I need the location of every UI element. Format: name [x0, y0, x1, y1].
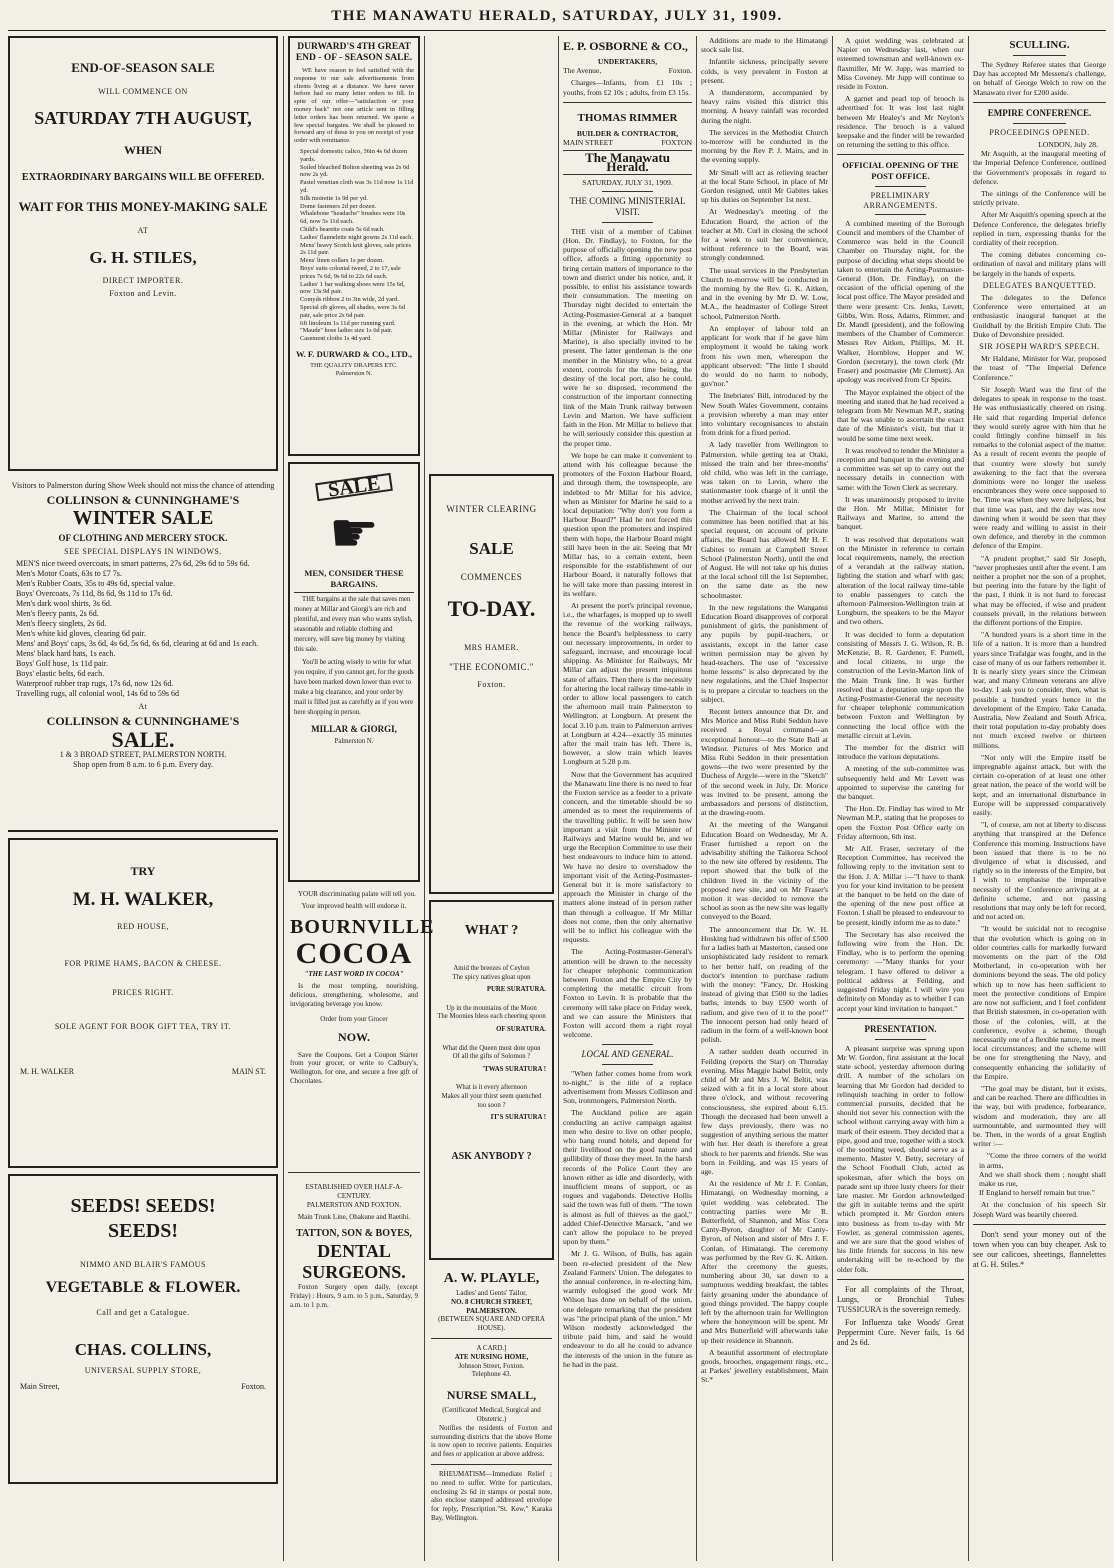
article-paragraph: "A hundred years is a short time in the life of a nation. It is more than a hundred years since Trafalgar was fought, and in the case of many of us our fathers remember it. It is nearly sixty years since the Crimean war, and many Crimean veterans are alive to-day. I ask you to consider, then, what is possible a hundred years hence in the development of the Empire. Take Canada, Australia, New Zealand and South Africa, their total population to-day probably does not much exceed twelve or thirteen millions. [973, 630, 1106, 750]
cocoa-brand-2: COCOA [295, 936, 413, 970]
divider [837, 154, 964, 155]
walker-prime: FOR PRIME HAMS, BACON & CHEESE. [64, 959, 222, 969]
list-item: Silk moirette 1s 9d per yd. [300, 194, 368, 202]
article-paragraph: "I, of course, am not at liberty to discuss anything that transpired at the Defence Conference this morning. Instructions have been issued that there is to be no divulgence of what is discussed, and rightly so in the interests of the Empire, but I wish to emphasise the imperative necessity of the Conference arriving at a definite scheme, and not passing resolutions that may only be left for record, and not acted on. [973, 820, 1106, 922]
cocoa-health: Your improved health will endorse it. [301, 901, 407, 910]
article-paragraph: "Not only will the Empire itself be impregnable against attack, but with the certain co-operation of at least one other great nation, the peace of the world will be kept, and an international disturbance in Europe will be suppressed comparatively easily. [973, 752, 1106, 818]
nursing-name: ATE NURSING HOME, [454, 1352, 529, 1361]
stiles-line: WHEN [123, 143, 162, 158]
collinson-at: At [138, 702, 148, 712]
list-item: "Maude" hose ladies size 1s 6d pair. [300, 327, 393, 335]
walker-name: M. H. WALKER, [72, 889, 214, 910]
divider [875, 1039, 926, 1040]
pointing-hand-icon: ☛ [328, 503, 380, 565]
visit-heading: THE COMING MINISTERIAL VISIT. [569, 195, 686, 217]
article-paragraph: A beautiful assortment of electroplate goods, brooches, engagement rings, etc., at Parkes' jewellery establishment, Main St.* [701, 1347, 828, 1385]
article-paragraph: The Mayor explained the object of the meeting and stated that he had received a telegram from Mr Newman M.P., stating that he was unable to ascertain the exact date of the Minister's visit, but that it would be some time next week. [837, 387, 964, 443]
article-paragraph: A rather sudden death occurred in Feilding (reports the Star) on Thursday evening. Miss Maggie Isabel Beltit, only child of Mr and Mrs J. W. Beltit, was seized with a fit in a local store about three o'clock, and without recovering consciousness, she expired about 6.15. Though the deceased had been unwell a few days previously, there was no suggestion of anything serious the matter with her. Her death is therefore a great shock to her parents and friends. She was born in Feilding, and was 15 years of age. [701, 1047, 828, 1176]
advert-notice: For all complaints of the Throat, Lungs, or Bronchial Tubes TUSSICURA is the sovereign remedy. [837, 1284, 964, 1314]
article-paragraph: The coming debates concerning co-ordination of naval and military plans will be largely in the hands of experts. [973, 250, 1106, 278]
list-item: MEN'S nice tweed overcoats, in smart patterns, 27s 6d, 29s 6d to 59s 6d. [16, 559, 250, 569]
masthead: THE MANAWATU HERALD, SATURDAY, JULY 31, 1909. [331, 8, 783, 24]
column-divider [696, 36, 697, 1561]
article-paragraph: At the residence of Mr J. F. Conlan, Himatangi, on Wednesday morning, a quiet wedding was celebrated. The contracting parties were Mr R. Butterfield, of Shannon, and Miss Cora Canty-Byron, daughter of Mr Canty-Byron, of Nelson and sister of Mrs J. F. Conlan, of Himatangi. The ceremony was performed by the Rev G. K. Aitken. After the ceremony the guests, numbering about 30, sat down to a sumptuous wedding breakfast, the tables fairly groaning under the abundance of good things provided. The happy couple left by the afternoon train for Wellington where the honeymoon will be spent. Mr and Mrs Butterfield will afterwards take up their residence in Shannon. [701, 1179, 828, 1345]
durward-intro: WE have reason to feel satisfied with the response to our sale advertisements from clients living at a distance. We have never before had so many letter orders to fill. In spite of our offer—"satisfaction or your money back" not one article sent in filling letter orders has been returned. We quote a few special bargains. We shall be pleased to forward any of these to you on receipt of your order with remittance. [294, 67, 414, 145]
column-2 [288, 36, 435, 1561]
presentation-heading: PRESENTATION. [864, 1023, 937, 1034]
stiles-line: SATURDAY 7TH AUGUST, [34, 108, 252, 129]
rimmer-address-left: MAIN STREET [563, 138, 613, 148]
seeds-line: NIMMO AND BLAIR'S FAMOUS [80, 1260, 206, 1269]
article-paragraph: It was decided to form a deputation consisting of Messrs J. G. Wilson, R. B. McKenzie, B. R. Gardener, F. Purnell, and local citizens, to urge the construction of the Levin-Marton link of the Main Trunk line. It was further resolved that a deputation urge upon the Acting-Postmaster-General the necessity for cheaper telephonic communication between Foxton and Wellington by connecting the local office with the metallic circuit at Levin. [837, 629, 964, 740]
rimmer-address [563, 138, 692, 147]
article-paragraph: A quiet wedding was celebrated at Napier on Wednesday last, when our esteemed townsman and well-known ex-flaxmiller, Mr W. Jupp, was married to Miss Coveney. Mr Jupp will continue to reside in Foxton. [837, 36, 964, 92]
article-paragraph: A thunderstorm, accompanied by heavy rains visited this district this morning. A heavy rainfall was recorded during the night. [701, 88, 828, 125]
sale-sign: SALE [315, 473, 393, 501]
what-ask: ASK ANYBODY ? [451, 1150, 532, 1162]
tatton-line: Main Trunk Line, Ohakune and Raetihi. [297, 1213, 411, 1222]
durward-title: DURWARD'S 4TH GREAT [297, 42, 411, 52]
collinson-list [10, 559, 276, 699]
article-paragraph: The Acting-Postmaster-General's attention will be drawn to the necessity for cheaper telephonic communication between Foxton and the Empire City by completing the metallic circuit from Foxton to Levin. It is probable that the ceremony will take place on Friday week, and we can assure the Ministers that Foxton will accord them a right royal welcome. [563, 947, 692, 1040]
dateline: LONDON, July 28. [1038, 140, 1098, 150]
walker-footer [16, 1067, 270, 1077]
cocoa-now: NOW. [338, 1029, 370, 1044]
article-paragraph: An employer of labour told an applicant for work that if he gave him employment it would be taking work from his own men, whereupon the applicant observed: "The little I should do would do no harm to nobody, guv'nor." [701, 323, 828, 389]
article-paragraph: A garnet and pearl top of brooch is advertised for. It was lost last night between Mr Healey's and Mr Neylon's residence. The brooch is a valued keepsake and the finder will be rewarded on returning the setting to this office. [837, 94, 964, 150]
winter-line: "THE ECONOMIC." [449, 661, 534, 672]
article-paragraph: Mr Alf. Fraser, secretary of the Reception Committee, has received the following reply to the invitation sent to the Hon. J. A. Millar :—"I have to thank you for your kind invitation to be present at the banquet to be held on the date of the opening of the new post office at Foxton. I shall be pleased to endeavour to be present, kindly inform me as to date." [837, 844, 964, 927]
millar-advert [288, 462, 420, 882]
durward-tag: THE QUALITY DRAPERS ETC. [310, 361, 398, 369]
cocoa-advert [288, 888, 435, 1173]
tatton-surgeons: SURGEONS. [302, 1262, 406, 1283]
winter-line: Foxton. [477, 679, 506, 689]
rimmer-trade: BUILDER & CONTRACTOR, [576, 128, 679, 138]
what-verse: What did the Queen most dote upon Of all the gifts of Solomon ? [442, 1044, 541, 1061]
advert-notice: For Influenza take Woods' Great Peppermint Cure. Never fails, 1s 6d and 2s 6d. [837, 1317, 964, 1347]
stiles-line: DIRECT IMPORTER. [102, 276, 184, 286]
local-heading: LOCAL AND GENERAL. [581, 1048, 674, 1059]
speech-heading: SIR JOSEPH WARD'S SPEECH. [979, 342, 1100, 352]
winter-line: MRS HAMER. [464, 643, 519, 653]
column-3 [429, 36, 554, 1561]
article-paragraph: "When father comes home from work to-night," is the title of a replace advertisement from Messrs Collinson and Son, ironmongers, Palmerston North. [563, 1068, 692, 1106]
millar-place: Palmerston N. [334, 738, 374, 745]
millar-body-2: You'll be acting wisely to write for what you require, if you cannot get, for the goods have been marked down lower than ever to make a big clearance, and your order by mail is filled just as carefully as if you were here shopping in person. [294, 659, 414, 716]
divider [1013, 123, 1066, 124]
article-paragraph: The announcement that Dr. W. H. Hosking had withdrawn his offer of £500 for a ladies bath at Masterton, caused one unsophisticated lady resident to remark to her better half, on reading of the doctor's intention to purchase radium with the money: "Fancy, Dr. Hosking instead of giving that £500 to the ladies baths, intends to buy £500 worth of radium, and give two of it to the poor!" The innocent person had only heard of radium in the form of a well-known boot polish. [701, 924, 828, 1045]
article-paragraph: It was unanimously proposed to invite the Hon. Mr Millar, Minister for Railways and Marine, to attend the banquet. [837, 494, 964, 532]
tatton-established: ESTABLISHED OVER HALF-A-CENTURY. [305, 1183, 403, 1200]
cocoa-slogan: "THE LAST WORD IN COCOA" [304, 969, 404, 978]
collinson-sale: WINTER SALE [72, 507, 214, 529]
durward-place: Palmerston N. [335, 369, 373, 377]
article-paragraph: Now that the Government has acquired the Manawatu line there is no need to fear the Foxton service as a feeder to a private concern, and the timetable should be so amended as to meet the requirements of the travelling public. It will be seen how important a visit from the Minister of Railways and Marine would be, and we urge the Reception Committee to use their best endeavours to induce him to attend. We have no desire to overshadow the important visit of the Acting-Postmaster-General but it is more satisfactory to approach the Minister in charge of the matters alone instead of in person rather than through a colleague. If Mr Millar does not come, then the only alternative will be to inflict his colleague with the requests. [563, 769, 692, 945]
tatton-advert [288, 1177, 420, 1315]
tatton-dental: DENTAL [317, 1241, 391, 1262]
article-paragraph: It was resolved that deputations wait on the Minister in reference to certain local requirements, namely, the erection of a verandah at the railway station, lighting the station and wharf with gas; alteration of the local railway time-table to enable passengers to catch the afternoon Palmerston-Wellington train at Longburn, the speakers to be the Mayor and two others. [837, 534, 964, 627]
winter-sale-advert [429, 474, 554, 894]
stiles-line: G. H. STILES, [89, 248, 197, 268]
column-7 [973, 36, 1106, 1561]
osborne-name: E. P. OSBORNE & CO., [563, 39, 688, 53]
article-paragraph: Infantile sickness, principally severe colds, is very prevalent in Foxton at present. [701, 57, 828, 85]
stiles-line: WAIT FOR THIS MONEY-MAKING SALE [18, 199, 268, 215]
article-paragraph: Mr J. G. Wilson, of Bulls, has again been re-elected president of the New Zealand Farmers' Union. The delegates to the annual conference, in re-electing him, warmly eulogised the good work Mr Wilson has done on behalf of the union, one delegate remarking that the president was "the principal plank of the union." Mr Wilson modestly acknowledged the tribute paid him, and said he would endeavour to do all he could to advance the interests of the union in the future as he had in the past. [563, 1249, 692, 1369]
list-item: Mens' and Boys' caps, 3s 6d, 4s 6d, 5s 6d, 6s 6d, clearing at 6d and 1s each. [16, 639, 259, 649]
rimmer-name: THOMAS RIMMER [577, 111, 678, 124]
column-1 [8, 36, 278, 1561]
rheumatism-notice: RHEUMATISM—Immediate Relief ; no need to suffer. Write for particulars, enclosing 2s 6d in stamps or postal note, also enclose stamped addressed envelope for reply, Prescription."St. Kew," Karaka Bay, Wellington. [431, 1469, 552, 1522]
stiles-line: END-OF-SEASON SALE [71, 60, 215, 75]
list-item: Men's Motor Coats, 63s to £7 7s. [16, 569, 122, 579]
winter-line: WINTER CLEARING [446, 504, 537, 514]
nursing-telephone: Telephone 43. [471, 1370, 512, 1379]
article-paragraph: After Mr Asquith's opening speech at the Defence Conference, the delegates briefly replied in turn, expressing thanks for the cordiality of their reception. [973, 210, 1106, 248]
seeds-footer-left: Main Street, [20, 1381, 60, 1391]
walker-footer-street: MAIN ST. [231, 1066, 266, 1076]
osborne-address [563, 66, 692, 75]
article-paragraph: At present the port's principal revenue, i.e., the wharfages, is mopped up to swell the revenue of the working railways, hence the Board's helplessness to carry out necessary improvements, in order to safeguard, increase, and encourage local shipping. As Minister for Railways, Mr Millar can adjust the present iniquitous state of affairs. Then there is the necessity for altering the local railway time-table in order to allow local passengers to catch the afternoon mail train Palmerston to Wellington, at Longburn. At present the local 3.10 p.m. train to Palmerston arrives at Longburn at 4.24—exactly 35 minutes after the mail train has left. There is, however, a slow train which leaves Longburn at 5.28 p.m. [563, 600, 692, 767]
column-6 [837, 36, 964, 1561]
list-item: Dome fasteners 2d per dozen. [300, 202, 377, 210]
cocoa-description: Is the most tempting, nourishing, delicious, strengthening, wholesome, and invigorating beverage you know. [290, 982, 418, 1008]
what-verse: What is it every afternoon Makes all your thirst seem quenched too soon ? [441, 1084, 542, 1109]
seeds-line: Call and get a Catalogue. [96, 1308, 190, 1318]
what-verse: Up in the mountains of the Moon The Moonies bless each cheering spoon [437, 1004, 546, 1021]
list-item: Special rib gloves, all shades, were 3s 6d pair, sale price 2s 6d pair. [300, 303, 405, 319]
walker-try: TRY [130, 864, 156, 878]
walker-house: RED HOUSE, [117, 922, 169, 931]
list-item: Boys' Golf hose, 1s 11d pair. [16, 659, 109, 669]
stiles-line: WILL COMMENCE ON [98, 87, 188, 96]
cocoa-coupons: Save the Coupons. Get a Coupon Starter from your grocer, or write to Cadbury's, Wellington, for one, and secure a free gift of Chocolates. [290, 1050, 418, 1085]
playle-trade: Ladies' and Gents' Tailor, [456, 1289, 527, 1297]
osborne-address-left: The Avenue, [563, 66, 602, 76]
millar-body: THE bargains at the sale that saves men money at Millar and Giorgi's are rich and plentiful, and every man who wants stylish, seasonable and reliable clothing and mercery, will save big money by visiting this sale. [294, 596, 413, 653]
sculling-heading: SCULLING. [1009, 39, 1070, 51]
article-paragraph: The Sydney Referee states that George Day has accepted Mr Messena's challenge, on behalf of George Welch to row on the Manawatu river for £200 aside. [973, 60, 1106, 97]
millar-firm: MILLAR & GIORGI, [311, 724, 397, 734]
article-paragraph: The Chairman of the local school committee has been notified that at his special request, on account of private affairs, the Board has allowed Mr H. F. Gabites to remain at Campbell Street School (Palmerston North), until the end of August. He will not take up his duties at the local school till the 1st September, on the same date as the new schoolmaster. [701, 507, 828, 600]
list-item: Mens' black hard hats, 1s each. [16, 649, 116, 659]
small-name: NURSE SMALL, [446, 1388, 537, 1403]
divider [837, 1018, 964, 1019]
article-paragraph: Mr Small will act as relieving teacher at the local State School, in place of Mr Gordon resigned, until Mr Gabites takes up his duties on September 1st next. [701, 167, 828, 205]
osborne-charges: Charges—Infants, from £1 10s ; youths, from £2 10s ; adults, from £3 15s. [563, 78, 692, 97]
article-paragraph: We hope he can make it convenient to attend with his colleague because the promoters of the Foxton Harbour Board, and through them, the townspeople, are indebted to Mr Millar for his advice, when as Minister for Marine he said to a local deputation: "Why don't you form a Harbour Board?" Had he not forced this question upon the promoters and inspired them with hope, the Harbour Board might still have been in the air. Seeing that Mr Millar has, to a certain extent, been responsible for the establishment of our Harbour Board, it naturally follows that he will take more than passing interest in its welfare. [563, 450, 692, 598]
paper-title: The Manawatu Herald. [563, 150, 692, 174]
article-paragraph: Mr Asquith, at the inaugural meeting of the Imperial Defence Conference, outlined the Government's proposals in regard to defence. [973, 149, 1106, 186]
list-item: Casement cloths 1s 4d yard. [300, 335, 372, 343]
winter-line: SALE [469, 539, 514, 559]
collinson-see: SEE SPECIAL DISPLAYS IN WINDOWS. [64, 547, 222, 556]
what-advert [429, 900, 554, 1260]
article-paragraph: Sir Joseph Ward was the first of the delegates to speak in response to the toast. He was enthusiastically cheered on rising. He said that regarding Imperial defence they would surely agree with him that he could fittingly confine himself in his remarks to the colonial aspect of the matter. As a result of recent events the people of that country were slowly but surely awakening to the fact that the oversea dominions were no longer the useless encumbrances they were once supposed to be. Time was when they were helpless, but that time was past, and the day was now dawning when it would be seen that they were ready and willing to assist in their own defence, and thereby in the common defence of the Empire. [973, 384, 1106, 551]
collinson-advert [8, 477, 278, 832]
article-paragraph: At the conclusion of his speech Sir Joseph Ward was heartily cheered. [973, 1200, 1106, 1219]
playle-between: (BETWEEN SQUARE AND OPERA HOUSE). [438, 1315, 545, 1333]
divider [837, 1279, 964, 1280]
nursing-address: Johnson Street, Foxton. [458, 1361, 525, 1370]
banquet-heading: DELEGATES BANQUETTED. [982, 280, 1097, 290]
divider [1013, 55, 1066, 56]
playle-name: A. W. PLAYLE, [443, 1271, 540, 1286]
walker-advert [8, 838, 278, 1168]
article-paragraph: In the new regulations the Wanganui Education Board disapproves of corporal punishment of girls, the punishment of any pupils by pupil-teachers, or assistants, except in the latter case written permission may be given by head-teachers. The use of "excessive home lessons" is also deprecated by the new regulations, and the Chief Inspector is to prepare a circular to teachers on the subject. [701, 602, 828, 704]
seeds-line: UNIVERSAL SUPPLY STORE, [84, 1366, 202, 1376]
article-paragraph: The sittings of the Conference will be strictly private. [973, 189, 1106, 208]
list-item: Mens' linen collars 1s per dozen. [300, 257, 384, 265]
article-paragraph: A pleasant surprise was sprung upon Mr W. Gordon, first assistant at the local state school, yesterday afternoon during drill. A number of the scholars on learning that Mr Gordon had decided to relinquish teaching in order to follow commercial pursuits, decided that he should not sever his connection with the school without carrying away with him a mark of their esteem. They decided that a pipe, good and true, together with a stock of the soothing weed, should serve as a memento. Master V. Betty, secretary of the School Football Club, acted as spokesman, after which the boys on parade sent up three lusty cheers for their late master. Mr Gordon acknowledged the gift in suitable terms and the spirit which prompted it. Mr Gordon enters into business as from to-day with Mr Fowler, as general commission agents, and we are sure that the good wishes of his little friends for success in his new undertaking will be re-echoed by the older folk. [837, 1043, 964, 1274]
list-item: Comyds ribbon 2 to 3in wide, 2d yard. [300, 296, 399, 304]
collinson-intro: Visitors to Palmerston during Show Week should not miss the chance of attending [11, 481, 275, 490]
osborne-address-right: Foxton. [668, 66, 692, 76]
article-paragraph: A meeting of the sub-committee was subsequently held and Mr Levett was appointed to supervise the catering for the banquet. [837, 764, 964, 802]
durward-list [294, 148, 414, 343]
article-paragraph: The delegates to the Defence Conference were entertained at an enthusiastic inaugural banquet at the Guildhall by the British Empire Club. The Duke of Devonshire presided. [973, 293, 1106, 339]
article-paragraph: At Wednesday's meeting of the Education Board, the action of the teacher at Mt. Curl in closing the school for a week to suit her convenience, without reference to the Board, was strongly condemned. [701, 207, 828, 263]
divider [973, 102, 1106, 103]
what-verse: Amid the breezes of Ceylon The spicy natives gloat upon [452, 965, 531, 981]
what-product: 'TWAS SURATURA ! [482, 1065, 546, 1073]
osborne-trade: UNDERTAKERS, [597, 57, 658, 66]
winter-line: TO-DAY. [447, 596, 536, 622]
article-paragraph: "A prudent prophet," said Sir Joseph, "never prophesies until after the event. I am neither a prophet nor the son of a prophet, but peering into the future by the light of the past, I think it is not hard to forecast what may be effected, if wise and prudent counsels prevail, in the relations between the different portions of the Empire. [973, 553, 1106, 627]
list-item: Travelling rugs, all colonial wool, 14s 6d to 59s 6d [16, 689, 180, 699]
list-item: Men's Rubber Coats, 35s to 49s 6d, special value. [16, 579, 175, 589]
what-product: PURE SURATURA. [486, 986, 546, 994]
masthead-rule [8, 30, 1106, 31]
small-body: Notifies the residents of Foxton and surrounding districts that the above Home is now open to receive patients. Enquiries and fees or application at above address. [431, 1423, 552, 1459]
seeds-line: VEGETABLE & FLOWER. [45, 1279, 241, 1297]
what-title: WHAT ? [464, 923, 519, 938]
collinson-address: 1 & 3 BROAD STREET, PALMERSTON NORTH. [59, 750, 227, 760]
empire-heading: EMPIRE CONFERENCE. [987, 107, 1092, 118]
collinson-sale-2: SALE. [111, 727, 175, 753]
what-product: OF SURATURA. [496, 1025, 546, 1033]
article-paragraph: The Inebriates' Bill, introduced by the New South Wales Government, contains a provision whereby a man may enter into voluntary recognisances to abstain from drink for a fixed period. [701, 391, 828, 438]
divider [602, 1064, 654, 1065]
divider [563, 102, 692, 103]
list-item: Men's white kid gloves, clearing 6d pair. [16, 629, 146, 639]
divider [431, 1338, 552, 1339]
nursing-card: A CARD.] [476, 1343, 507, 1352]
list-item: Waterproof rubber trap rugs, 17s 6d, now 12s 6d. [16, 679, 174, 689]
divider [875, 214, 926, 215]
walker-prices: PRICES RIGHT. [112, 988, 174, 998]
seeds-line: SEEDS! [107, 1220, 179, 1242]
column-divider [558, 36, 559, 1561]
seeds-footer-right: Foxton. [241, 1381, 266, 1391]
list-item: Whalebone "headache" brushes were 10s 6d, now 5s 11d each. [300, 210, 406, 226]
tatton-places: PALMERSTON AND FOXTON. [306, 1200, 402, 1209]
divider [431, 1464, 552, 1465]
list-item: Ladies' 1 bar walking shoes were 15s 6d, now 13s 9d pair. [300, 280, 405, 296]
seeds-advert [8, 1174, 278, 1484]
advert-notice: Don't send your money out of the town when you can buy cheaper. Ask to see our calicoes, sheetings, flannelettes at G. H. Stiles.* [973, 1229, 1106, 1269]
stiles-line: AT [137, 226, 149, 236]
cocoa-intro: YOUR discriminating palate will tell you. [298, 890, 416, 898]
list-item: Boys' suits colonial tweed, 2 to 17, sale prices 7s 6d, 9s 6d to 22s 6d each. [300, 264, 401, 280]
article-paragraph: It was resolved to tender the Minister a reception and banquet in the evening and a committee was set up to carry out the necessary details in connection with same: with the Town Clerk as secretary. [837, 445, 964, 492]
collinson-hours: Shop open from 8 a.m. to 6 p.m. Every day. [73, 760, 213, 770]
durward-title: END - OF - SEASON SALE. [295, 53, 413, 63]
divider [875, 186, 926, 187]
column-divider [283, 36, 284, 1561]
article-paragraph: The Secretary has also received the following wire from the Hon. Dr. Findlay, who is to perform the opening ceremony: —"Many thanks for your telegram. I have offered to deliver a political address at Feilding, and suggested Friday night. I will wire you definitely on Monday as to whether I can accept your kind invitation to banquet." [837, 929, 964, 1013]
millar-headline: MEN, CONSIDER THESE BARGAINS. [294, 568, 414, 593]
article-paragraph: THE visit of a member of Cabinet (Hon. Dr. Findlay), to Foxton, for the purpose of officially opening the new post office, affords a fitting opportunity to bring certain matters of importance to the town and district under his notice, and, it possible, to enlist his assistance towards their consummation. The meeting on Thursday night decided to entertain the Acting-Postmaster-General at a banquet in the evening, at which the Hon. Mr Millar (Minister for Railways and Marine), is also specially invited to be present. The latter gentleman is the one member in the Ministry who, to a great extent, controls for the time being, the destiny of the local port, also he could, were he so disposed, recommend the construction of the important connecting link of the Main Trunk railway between Levin and Marton. We have sufficient faith in the Hon. Mr Millar to believe that he will seriously consider this question at the proper time. [563, 226, 692, 448]
list-item: Special domestic calico, 36in 4s 6d dozen yards. [300, 147, 408, 163]
sale-sign-graphic [294, 470, 414, 564]
tatton-hours: Foxton Surgery open daily, (except Friday) : Hours, 9 a.m. to 5 p.m., Saturday, 9 a.m. to 1 p.m. [290, 1283, 418, 1309]
rimmer-address-right: FOXTON [661, 138, 692, 148]
article-paragraph: A combined meeting of the Borough Council and members of the Chamber of Commerce was held in the Council Chamber on Thursday night, for the purpose of deciding what steps should be taken to entertain the Acting-Postmaster-General (Hon. Dr. Findlay), on the occasion of the official opening of the local post office. The Mayor presided and there were present: Crs. Jenks, Levett, Gibbs, Wm. Ross, Adams, Rimmer, and Dr. Mandl (president), and the following members of the Chamber of Commerce: Messrs Rev Aitken, Phillips, M. H. Walker, Hornblow, Hopper and W. Gordon (secretary), the town clerk (Mr Fraser) and postmaster (Mr Clemett). An apology was received from Cr Speirs. [837, 218, 964, 385]
walker-footer-name: M. H. WALKER [20, 1066, 75, 1076]
article-paragraph: The Auckland police are again conducting an active campaign against men who desire to live on other people, who hang round hotels, and depend for their livelihood on the good nature and gullibility of those they meet. In the harsh records of the Police Court they are known either as idle and disorderly, with insufficient means of support, or as rogues and vagabonds. Detective Hollis said the town was full of them. "The town is almost as full of thieves as the gaol," added Chief-Detective Marsack, "and we can't allow the populace to be preyed upon by them." [563, 1108, 692, 1247]
seeds-line: SEEDS! SEEDS! [70, 1195, 216, 1217]
article-paragraph: The services in the Methodist Church to-morrow will be conducted in the morning by the Rev P. J. Mairs, and in the evening supply. [701, 127, 828, 165]
article-paragraph: The usual services in the Presbyterian Church to-morrow will be conducted in the morning by the Rev. G. K. Aitken, and in the evening by Mr D. W. Low, M.A., the headmaster of College Street school, Palmerston North. [701, 265, 828, 321]
empire-subheading: PROCEEDINGS OPENED. [989, 127, 1090, 137]
column-divider [968, 36, 969, 1561]
column-5 [701, 36, 828, 1561]
list-item: Men's dark wool shirts, 3s 6d. [16, 599, 112, 609]
tatton-name: TATTON, SON & BOYES, [296, 1228, 412, 1240]
seeds-footer [16, 1382, 270, 1392]
verse-quote: "Come the three corners of the world in arms, And we shall shock them ; nought shall make us rue, If England to herself remain but true." [979, 1151, 1106, 1198]
post-office-heading: OFFICIAL OPENING OF THE POST OFFICE. [842, 160, 959, 182]
collinson-name-2: COLLINSON & CUNNINGHAME'S [46, 714, 240, 729]
list-item: Men's fleecy pants, 2s 6d. [16, 609, 99, 619]
playle-address: NO. 8 CHURCH STREET, PALMERSTON. [451, 1297, 532, 1315]
cocoa-brand: BOURNVILLE [290, 915, 435, 938]
article-paragraph: "It would be suicidal not to recognise that the evolution which is going on in older countries calls for markedly forward movements on the part of the Old Motherland, in co-operation with her dominions beyond the seas. The old policy which up to now has been sufficient to meet the protective conditions of Empire are now not sufficient, and I feel confident that British statesmen, in co-operation with those of the colonies, will, at the conference, evolve a scheme, though necessarily one of a flexible nature, to meet local circumstances; and the scheme will be one for strengthening the Navy, and consequently enhancing the solidarity of the Empire. [973, 924, 1106, 1081]
list-item: Pastel venetian cloth was 3s 11d now 1s 11d yd. [300, 179, 414, 194]
playle-advert [429, 1266, 554, 1528]
column-divider [424, 36, 425, 1561]
collinson-name: COLLINSON & CUNNINGHAME'S [46, 493, 240, 507]
paper-date: SATURDAY, JULY 31, 1909. [582, 177, 673, 187]
cocoa-order: Order from your Grocer [320, 1014, 388, 1023]
article-paragraph: The member for the district will introduce the various deputations. [837, 743, 964, 762]
stiles-line: EXTRAORDINARY BARGAINS WILL BE OFFERED. [21, 172, 265, 184]
list-item: Boys' Overcoats, 7s 11d, 8s 6d, 9s 11d to 17s 6d. [16, 589, 173, 599]
article-paragraph: "The goal may be distant, but it exists, and can be reached. There are difficulties in the way, but with prudence, forbearance, wisdom and moderation, they are all surmountable, and surmounted they will be. Then, in the words of a great English writer :— [973, 1083, 1106, 1149]
seeds-line: CHAS. COLLINS, [74, 1340, 212, 1360]
divider [602, 191, 654, 192]
article-paragraph: At the meeting of the Wanganui Education Board on Wednesday, Mr A. Fraser furnished a report on the advisability shifting the Taikorea School to the new site offered by residents. The report showed that the bulk of the children lived in the vicinity of the proposed new site, and on Mr Fraser's motion it was decided to remove the school as soon as the new site was legally conveyed to the Board. [701, 820, 828, 922]
small-cert: (Certificated Medical, Surgical and Obstetric.) [442, 1406, 541, 1423]
durward-advert [288, 36, 420, 456]
column-divider [832, 36, 833, 1561]
list-item: Soiled bleached Bolton sheeting was 2s 6d now 2s yd. [300, 163, 410, 179]
article-paragraph: Additions are made to the Himatangi stock sale list. [701, 36, 828, 55]
divider [602, 222, 654, 223]
list-item: Ladies' flannelette night gowns 2s 11d each. [300, 233, 413, 241]
list-item: Men's fleecy singlets, 2s 6d. [16, 619, 107, 629]
divider [602, 1044, 654, 1045]
stiles-line: Foxton and Levin. [109, 288, 177, 298]
stiles-advert [8, 36, 278, 471]
list-item: Mens' heavy Scotch knit gloves, sale prices 2s 11d pair. [300, 241, 412, 257]
walker-sole: SOLE AGENT FOR BOOK GIFT TEA, TRY IT. [54, 1021, 232, 1031]
divider [973, 1224, 1106, 1225]
durward-firm: W. F. DURWARD & CO., LTD., [295, 348, 413, 359]
list-item: Child's bearette coats 5s 6d each. [300, 225, 385, 233]
article-paragraph: The Hon. Dr. Findlay has wired to Mr Newman M.P., stating that he proposes to open the Foxton Post Office early on Friday afternoon, 6th inst. [837, 804, 964, 841]
list-item: Boys' elastic belts, 6d each. [16, 669, 105, 679]
column-4 [563, 36, 692, 1561]
what-product: IT'S SURATURA ! [490, 1114, 546, 1122]
list-item: 6ft linoleum 1s 11d per running yard. [300, 319, 396, 327]
article-paragraph: A lady traveller from Wellington to Palmerston, while getting tea at Otaki, missed the train and her three-months' old child, who was left in the carriage, was taken on to Levin, where the stationmaster took charge of it until the mother arrived by the next train. [701, 440, 828, 505]
article-paragraph: Recent letters announce that Dr. and Mrs Morice and Miss Rubi Seddon have received a Royal command—an exceptional honour—to the State Ball at Windsor. Pictures of Mrs Morice and Miss Rubi Seddon in their presentation gowns—the two were presented by the Duchess of Argyle—were in the "Sketch" of the second week in July, Dr. Morice was invited to be present, among the ambassadors and persons of distinction, at the drawing-room. [701, 707, 828, 818]
article-paragraph: Mr Haldane, Minister for War, proposed the toast of "The Imperial Defence Conference." [973, 354, 1106, 382]
collinson-of: OF CLOTHING AND MERCERY STOCK. [58, 533, 228, 543]
winter-line: COMMENCES [460, 572, 523, 583]
post-office-subheading: PRELIMINARY ARRANGEMENTS. [863, 191, 938, 210]
